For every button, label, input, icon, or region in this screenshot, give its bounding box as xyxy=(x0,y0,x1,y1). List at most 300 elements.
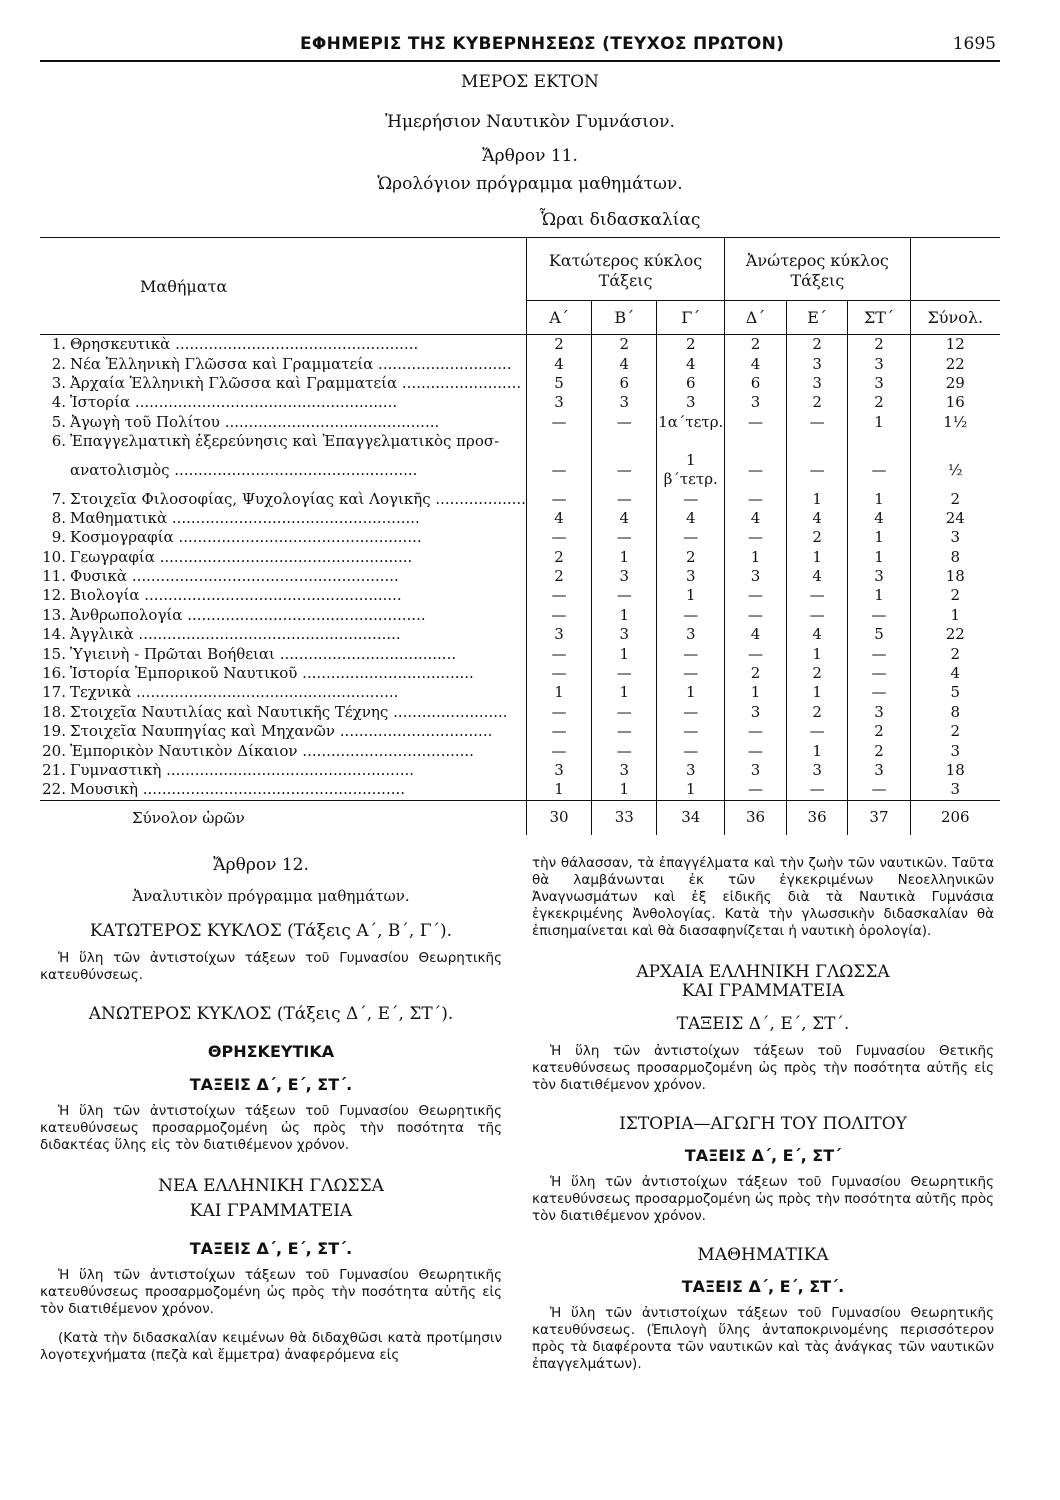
table-row xyxy=(40,586,1000,605)
hours-cell: — xyxy=(592,413,657,432)
table-row xyxy=(40,509,1000,528)
table-row xyxy=(40,335,1000,355)
row-number: 16. xyxy=(42,664,66,683)
class-header-1: Β΄ xyxy=(592,301,657,335)
leader-dots: ..................................... xyxy=(274,644,457,663)
hours-cell: — xyxy=(592,703,657,722)
hours-cell: 1 xyxy=(786,741,848,760)
hours-cell: 1 xyxy=(592,683,657,702)
row-number: 20. xyxy=(42,741,66,760)
hours-cell: — xyxy=(725,586,787,605)
total-cell: 37 xyxy=(848,800,910,835)
hours-cell: 18 xyxy=(910,761,1000,780)
hours-cell: 1 xyxy=(725,548,787,567)
subject-cell xyxy=(40,413,526,432)
hours-cell: 2 xyxy=(910,644,1000,663)
hours-cell: — xyxy=(592,664,657,683)
hours-cell: 6 xyxy=(725,374,787,393)
hours-cell: 8 xyxy=(910,548,1000,567)
leader-dots: ......................... xyxy=(397,373,522,392)
subject-name: Ἐμπορικὸν Ναυτικὸν Δίκαιον xyxy=(70,741,298,760)
hours-cell: 3 xyxy=(910,780,1000,800)
hours-cell: 1 xyxy=(786,548,848,567)
hours-cell: 1 xyxy=(848,489,910,508)
subject-cell xyxy=(40,644,526,663)
hours-cell: 3 xyxy=(725,567,787,586)
math-text: Ἡ ὕλη τῶν ἀντιστοίχων τάξεων τοῦ Γυμνασίου Θεωρητικῆς κατευθύνσεως. (Ἐπιλογὴ ὕλης ἀνταποκρινομένης περισσότερον πρὸς τὰ διαφέροντα τῶν ναυτικῶν καὶ τὰς ἀνάγκας τῶν ναυτικῶν ἐπαγγελμάτων). xyxy=(532,1305,994,1372)
class-header-3: Δ΄ xyxy=(725,301,787,335)
table-row xyxy=(40,703,1000,722)
subject-name: ανατολισμὸς xyxy=(70,460,170,479)
totals-row xyxy=(40,800,1000,835)
subject-name: Ἐπαγγελματικὴ ἐξερεύνησις καὶ Ἐπαγγελματικὸς προσ- xyxy=(70,432,500,451)
hours-cell: 3 xyxy=(657,393,725,412)
subject-cell xyxy=(40,664,526,683)
hours-cell: — xyxy=(786,451,848,489)
hours-cell: 4 xyxy=(657,509,725,528)
subject-name: Τεχνικὰ xyxy=(70,683,132,702)
table-row xyxy=(40,451,1000,489)
hours-cell xyxy=(910,432,1000,451)
row-number: 4. xyxy=(51,393,66,412)
subject-name: Μαθηματικὰ xyxy=(70,508,168,527)
hours-cell: — xyxy=(848,606,910,625)
hours-cell: 3 xyxy=(526,625,591,644)
lower-cycle-title: ΚΑΤΩΤΕΡΟΣ ΚΥΚΛΟΣ (Τάξεις Α΄, Β΄, Γ΄). xyxy=(89,921,453,941)
hours-cell: — xyxy=(657,703,725,722)
row-number: 2. xyxy=(51,354,66,373)
table-row xyxy=(40,413,1000,432)
hours-cell: 3 xyxy=(848,354,910,373)
hours-cell: 4 xyxy=(910,664,1000,683)
hours-cell: 3 xyxy=(657,761,725,780)
table-row xyxy=(40,606,1000,625)
hours-cell: 4 xyxy=(725,354,787,373)
hours-cell: — xyxy=(725,722,787,741)
hours-cell: — xyxy=(786,722,848,741)
hours-cell: 2 xyxy=(725,664,787,683)
leader-dots: ................................................... xyxy=(170,335,419,354)
row-number: 21. xyxy=(42,761,66,779)
row-number: 5. xyxy=(51,412,66,431)
leader-dots: ....................................................... xyxy=(131,683,399,702)
subject-name: Ἀρχαία Ἑλληνικὴ Γλῶσσα καὶ Γραμματεία xyxy=(70,373,398,392)
subject-name: Στοιχεῖα Ναυπηγίας καὶ Μηχανῶν xyxy=(70,722,336,741)
subjects-header: Μαθήματα xyxy=(40,238,526,335)
hours-cell: — xyxy=(725,741,787,760)
hours-cell: 2 xyxy=(786,335,848,355)
hours-cell: — xyxy=(657,489,725,508)
row-number: 9. xyxy=(51,528,66,547)
hours-cell: — xyxy=(592,741,657,760)
table-row xyxy=(40,625,1000,644)
row-number: 12. xyxy=(42,586,66,605)
leader-dots: ................................................... xyxy=(173,528,422,547)
hours-cell: — xyxy=(592,722,657,741)
hours-cell: 3 xyxy=(657,567,725,586)
hours-cell: 3 xyxy=(848,761,910,780)
hours-cell: 5 xyxy=(848,625,910,644)
hours-cell: 1 xyxy=(657,586,725,605)
hours-cell: 3 xyxy=(526,393,591,412)
subject-cell xyxy=(40,335,526,355)
hours-cell: — xyxy=(848,780,910,800)
table-row xyxy=(40,393,1000,412)
hours-cell: — xyxy=(526,722,591,741)
hours-cell: — xyxy=(657,664,725,683)
subject-name: Κοσμογραφία xyxy=(70,528,174,547)
row-number: 22. xyxy=(42,780,66,799)
table-row xyxy=(40,780,1000,800)
hours-cell: 4 xyxy=(725,625,787,644)
hours-cell: 3 xyxy=(592,625,657,644)
hours-cell: 1 xyxy=(526,683,591,702)
hours-cell: 1 xyxy=(725,683,787,702)
hours-cell: — xyxy=(526,664,591,683)
total-label: Σύνολον ὡρῶν xyxy=(40,800,526,835)
hours-cell xyxy=(725,432,787,451)
modern-greek-title-1: ΝΕΑ ΕΛΛΗΝΙΚΗ ΓΛΩΣΣΑ xyxy=(158,1176,384,1196)
leader-dots: .................................................... xyxy=(161,761,415,779)
modern-greek-title-2: ΚΑΙ ΓΡΑΜΜΑΤΕΙΑ xyxy=(189,1201,353,1221)
hours-cell: 4 xyxy=(848,509,910,528)
leader-dots: ....................................................... xyxy=(133,625,401,644)
hours-cell: 2 xyxy=(848,722,910,741)
leader-dots: ..................................................... xyxy=(154,547,413,566)
hours-cell: 1½ xyxy=(910,413,1000,432)
subject-name: Ἱστορία xyxy=(70,393,131,412)
table-row xyxy=(40,664,1000,683)
hours-cell: — xyxy=(786,586,848,605)
ancient-greek-title-2: ΚΑΙ ΓΡΑΜΜΑΤΕΙΑ xyxy=(681,981,845,1001)
hours-cell: — xyxy=(657,722,725,741)
timetable xyxy=(40,237,1000,835)
hours-cell: 1 β΄τετρ. xyxy=(657,451,725,489)
hours-cell: 2 xyxy=(657,548,725,567)
subject-name: Γεωγραφία xyxy=(70,547,155,566)
hours-cell: — xyxy=(725,528,787,547)
lower-classes-label: Τάξεις xyxy=(598,271,653,290)
table-row xyxy=(40,432,1000,451)
row-number: 15. xyxy=(42,644,66,663)
leader-dots: .................................... xyxy=(297,664,474,683)
hours-cell: 1 xyxy=(848,528,910,547)
hours-cell: 2 xyxy=(848,741,910,760)
subject-cell xyxy=(40,548,526,567)
hours-cell: — xyxy=(725,780,787,800)
hours-cell: 3 xyxy=(786,374,848,393)
hours-cell: 4 xyxy=(526,509,591,528)
hours-cell: 4 xyxy=(786,567,848,586)
hours-cell: 22 xyxy=(910,625,1000,644)
right-column xyxy=(532,855,994,1373)
history-text: Ἡ ὕλη τῶν ἀντιστοίχων τάξεων τοῦ Γυμνασίου Θεωρητικῆς κατευθύνσεως προσαρμοζομένη ὡς πρὸς τὴν ποσότητα αὐτῆς πρὸς τὸν διατιθέμενον χρόνον. xyxy=(532,1174,994,1224)
hours-cell: 4 xyxy=(786,509,848,528)
table-row xyxy=(40,528,1000,547)
subject-cell xyxy=(40,354,526,373)
leader-dots: .................................................... xyxy=(167,508,420,527)
ancient-greek-text: Ἡ ὕλη τῶν ἀντιστοίχων τάξεων τοῦ Γυμνασίου Θετικῆς κατευθύνσεως προσαρμοζομένη ὡς πρὸς τὴν ποσότητα αὐτῆς εἰς τὸν διατιθέμενον χρόνον. xyxy=(532,1043,994,1093)
hours-cell: 3 xyxy=(657,625,725,644)
leader-dots: ....................................................... xyxy=(130,393,398,412)
subject-cell xyxy=(40,451,526,489)
hours-cell: 12 xyxy=(910,335,1000,355)
row-number: 6. xyxy=(51,432,66,451)
hours-cell: 2 xyxy=(786,664,848,683)
hours-cell xyxy=(526,432,591,451)
hours-cell: — xyxy=(526,489,591,508)
math-title: ΜΑΘΗΜΑΤΙΚΑ xyxy=(697,1245,829,1265)
hours-cell: 4 xyxy=(725,509,787,528)
hours-cell: — xyxy=(526,451,591,489)
subject-cell xyxy=(40,374,526,393)
hours-cell: 6 xyxy=(592,374,657,393)
hours-cell xyxy=(592,432,657,451)
row-number: 19. xyxy=(42,722,66,741)
hours-cell: 4 xyxy=(657,354,725,373)
lower-cycle-text: Ἡ ὕλη τῶν ἀντιστοίχων τάξεων τοῦ Γυμνασίου Θεωρητικῆς κατευθύνσεως. xyxy=(40,950,502,983)
table-row xyxy=(40,644,1000,663)
history-title: ΙΣΤΟΡΙΑ—ΑΓΩΓΗ ΤΟΥ ΠΟΛΙΤΟΥ xyxy=(619,1114,907,1134)
hours-cell: 3 xyxy=(725,703,787,722)
hours-cell: — xyxy=(526,741,591,760)
hours-cell: — xyxy=(526,703,591,722)
hours-cell: ½ xyxy=(910,451,1000,489)
history-classes: ΤΑΞΕΙΣ Δ΄, Ε΄, ΣΤ΄ xyxy=(684,1146,842,1165)
hours-cell: 24 xyxy=(910,509,1000,528)
hours-cell: 2 xyxy=(848,335,910,355)
hours-cell: 1 xyxy=(657,683,725,702)
class-header-5: ΣΤ΄ xyxy=(848,301,910,335)
hours-cell: 2 xyxy=(526,335,591,355)
row-number: 13. xyxy=(42,605,66,624)
math-classes: ΤΑΞΕΙΣ Δ΄, Ε΄, ΣΤ΄. xyxy=(681,1277,845,1296)
subject-cell xyxy=(40,703,526,722)
religion-title: ΘΡΗΣΚΕΥΤΙΚΑ xyxy=(207,1042,335,1061)
leader-dots: ....................................................... xyxy=(138,780,406,799)
hours-cell xyxy=(786,432,848,451)
subject-name: Ἀνθρωπολογία xyxy=(70,605,183,624)
hours-cell: — xyxy=(786,413,848,432)
hours-cell: — xyxy=(725,413,787,432)
subject-cell xyxy=(40,683,526,702)
table-row xyxy=(40,722,1000,741)
leader-dots: ................................................... xyxy=(169,460,418,479)
hours-cell: 4 xyxy=(592,509,657,528)
hours-cell: 2 xyxy=(786,703,848,722)
subject-name: Βιολογία xyxy=(70,586,140,605)
row-number: 8. xyxy=(51,508,66,527)
table-row xyxy=(40,567,1000,586)
ancient-greek-title-1: ΑΡΧΑΙΑ ΕΛΛΗΝΙΚΗ ΓΛΩΣΣΑ xyxy=(636,962,890,982)
hours-cell: 22 xyxy=(910,354,1000,373)
leader-dots: .................................................. xyxy=(182,605,426,624)
modern-greek-classes: ΤΑΞΕΙΣ Δ΄, Ε΄, ΣΤ΄. xyxy=(189,1239,353,1258)
left-column xyxy=(40,855,502,1364)
subject-name: Μουσικὴ xyxy=(70,780,138,799)
hours-cell: — xyxy=(657,528,725,547)
class-header-6: Σύνολ. xyxy=(910,301,1000,335)
religion-classes: ΤΑΞΕΙΣ Δ΄, Ε΄, ΣΤ΄. xyxy=(189,1075,353,1094)
hours-cell: 1 xyxy=(526,780,591,800)
hours-cell: 6 xyxy=(657,374,725,393)
leader-dots: ............................ xyxy=(373,354,512,373)
total-cell: 36 xyxy=(786,800,848,835)
hours-cell: 2 xyxy=(657,335,725,355)
hours-cell: — xyxy=(526,586,591,605)
leader-dots: ........................ xyxy=(388,702,508,721)
row-number: 17. xyxy=(42,683,66,702)
gazette-title: ΕΦΗΜΕΡΙΣ ΤΗΣ ΚΥΒΕΡΝΗΣΕΩΣ (ΤΕΥΧΟΣ ΠΡΩΤΟΝ) xyxy=(300,34,785,54)
row-number: 7. xyxy=(51,489,66,508)
hours-cell: 3 xyxy=(848,703,910,722)
hours-cell: 4 xyxy=(592,354,657,373)
modern-greek-note: (Κατὰ τὴν διδασκαλίαν κειμένων θὰ διδαχθῶσι κατὰ προτίμησιν λογοτεχνήματα (πεζὰ καὶ ἔμμετρα) ἀναφερόμενα εἰς xyxy=(40,1330,502,1363)
hours-cell: — xyxy=(592,528,657,547)
hours-cell: — xyxy=(592,586,657,605)
hours-cell: 2 xyxy=(786,528,848,547)
subject-cell xyxy=(40,567,526,586)
hours-cell: — xyxy=(848,683,910,702)
total-cell: 30 xyxy=(526,800,591,835)
hours-cell: 3 xyxy=(592,761,657,780)
hours-cell: 1 xyxy=(848,548,910,567)
subject-name: Ἀγγλικὰ xyxy=(70,625,134,644)
hours-cell: 2 xyxy=(786,393,848,412)
upper-classes-label: Τάξεις xyxy=(790,271,845,290)
ancient-greek-classes: ΤΑΞΕΙΣ Δ΄, Ε΄, ΣΤ΄. xyxy=(676,1014,850,1034)
table-row xyxy=(40,489,1000,508)
upper-cycle-title: ΑΝΩΤΕΡΟΣ ΚΥΚΛΟΣ (Τάξεις Δ΄, Ε΄, ΣΤ΄). xyxy=(88,1004,454,1024)
hours-cell: 1 xyxy=(592,644,657,663)
subject-name: Νέα Ἑλληνικὴ Γλῶσσα καὶ Γραμματεία xyxy=(70,354,374,373)
total-cell: 34 xyxy=(657,800,725,835)
subject-name: Στοιχεῖα Φιλοσοφίας, Ψυχολογίας καὶ Λογικῆς xyxy=(70,489,431,508)
article-11: Ἄρθρον 11. xyxy=(482,146,578,166)
hours-cell: 3 xyxy=(910,528,1000,547)
subject-cell xyxy=(40,625,526,644)
hours-cell: — xyxy=(592,489,657,508)
hours-cell: 3 xyxy=(725,393,787,412)
hours-cell: 1 xyxy=(592,606,657,625)
leader-dots: ............................................. xyxy=(219,412,440,431)
hours-cell: 2 xyxy=(910,722,1000,741)
leader-dots: ........................................................ xyxy=(127,567,399,586)
lower-cycle-header xyxy=(526,238,724,301)
hours-cell: — xyxy=(657,606,725,625)
total-cell: 33 xyxy=(592,800,657,835)
hours-cell: 3 xyxy=(592,567,657,586)
hours-cell: 8 xyxy=(910,703,1000,722)
class-header-0: Α΄ xyxy=(526,301,591,335)
hours-cell: 4 xyxy=(526,354,591,373)
hours-cell: 1 xyxy=(848,586,910,605)
row-number: 14. xyxy=(42,625,66,644)
hours-cell: 3 xyxy=(848,567,910,586)
hours-cell: — xyxy=(848,664,910,683)
table-row xyxy=(40,374,1000,393)
subject-name: Ἱστορία Ἐμπορικοῦ Ναυτικοῦ xyxy=(70,664,298,683)
hours-cell: 1 xyxy=(786,489,848,508)
hours-cell: — xyxy=(526,528,591,547)
table-row xyxy=(40,683,1000,702)
subject-cell xyxy=(40,509,526,528)
class-header-4: Ε΄ xyxy=(786,301,848,335)
lower-cycle-label: Κατώτερος κύκλος xyxy=(548,251,703,270)
row-number: 10. xyxy=(42,547,66,566)
hours-cell: 1 xyxy=(592,548,657,567)
subject-cell xyxy=(40,741,526,760)
hours-cell: 3 xyxy=(786,761,848,780)
subject-name: Ὑγιεινὴ - Πρῶται Βοήθειαι xyxy=(70,644,275,663)
table-row xyxy=(40,354,1000,373)
hours-cell: — xyxy=(848,451,910,489)
hours-cell xyxy=(848,432,910,451)
page-header xyxy=(40,30,1000,62)
hours-cell: — xyxy=(725,606,787,625)
hours-cell: — xyxy=(725,451,787,489)
hours-cell: 29 xyxy=(910,374,1000,393)
upper-cycle-header xyxy=(725,238,910,301)
class-header-2: Γ΄ xyxy=(657,301,725,335)
subject-name: Θρησκευτικὰ xyxy=(70,335,171,354)
hours-cell: — xyxy=(526,606,591,625)
hours-cell: — xyxy=(786,780,848,800)
subject-name: Στοιχεῖα Ναυτιλίας καὶ Ναυτικῆς Τέχνης xyxy=(70,702,389,721)
subject-cell xyxy=(40,722,526,741)
hours-cell: 18 xyxy=(910,567,1000,586)
subject-cell xyxy=(40,528,526,547)
hours-cell: 3 xyxy=(592,393,657,412)
hours-cell: 1 xyxy=(592,780,657,800)
hours-cell: — xyxy=(786,606,848,625)
hours-cell: 3 xyxy=(910,741,1000,760)
hours-cell: 16 xyxy=(910,393,1000,412)
hours-cell: 2 xyxy=(592,335,657,355)
subject-cell xyxy=(40,761,526,780)
hours-cell: 4 xyxy=(786,625,848,644)
row-number: 18. xyxy=(42,702,66,721)
hours-cell: 1 xyxy=(657,780,725,800)
leader-dots: ................................ xyxy=(335,722,493,741)
subject-cell xyxy=(40,393,526,412)
subject-name: Γυμναστικὴ xyxy=(70,761,162,779)
row-number: 3. xyxy=(51,373,66,392)
subject-cell xyxy=(40,489,526,508)
hours-caption: Ὧραι διδασκαλίας xyxy=(539,210,701,230)
hours-cell: — xyxy=(725,489,787,508)
hours-cell: — xyxy=(657,741,725,760)
hours-cell: 3 xyxy=(848,374,910,393)
total-empty-header xyxy=(910,238,1000,301)
total-cell: 36 xyxy=(725,800,787,835)
subject-cell xyxy=(40,780,526,800)
hours-cell: 3 xyxy=(526,761,591,780)
row-number: 11. xyxy=(42,567,66,586)
hours-cell: 2 xyxy=(725,335,787,355)
leader-dots: .................................... xyxy=(297,741,474,760)
row-number: 1. xyxy=(51,335,66,354)
hours-cell: — xyxy=(657,644,725,663)
continued-text: τὴν θάλασσαν, τὰ ἐπαγγέλματα καὶ τὴν ζωὴν τῶν ναυτικῶν. Ταῦτα θὰ λαμβάνωνται ἐκ τῶν ἐγκεκριμένων Νεοελληνικῶν Ἀναγνωσμάτων καὶ ἐξ εἰδικῆς διὰ τὰ Ναυτικὰ Γυμνάσια ἐγκεκριμένης Ἀνθολογίας. Κατὰ τὴν γλωσσικὴν διδασκαλίαν θὰ ἐπισημαίνεται καὶ θὰ διασαφηνίζεται ἡ ναυτικὴ ὁρολογία). xyxy=(532,855,994,939)
subject-name: Ἀγωγὴ τοῦ Πολίτου xyxy=(70,412,220,431)
total-cell: 206 xyxy=(910,800,1000,835)
school-name: Ἡμερήσιον Ναυτικὸν Γυμνάσιον. xyxy=(385,112,675,132)
hours-cell: 1 xyxy=(786,683,848,702)
table-row xyxy=(40,761,1000,780)
hours-cell: 2 xyxy=(526,548,591,567)
page-number: 1695 xyxy=(952,34,996,54)
